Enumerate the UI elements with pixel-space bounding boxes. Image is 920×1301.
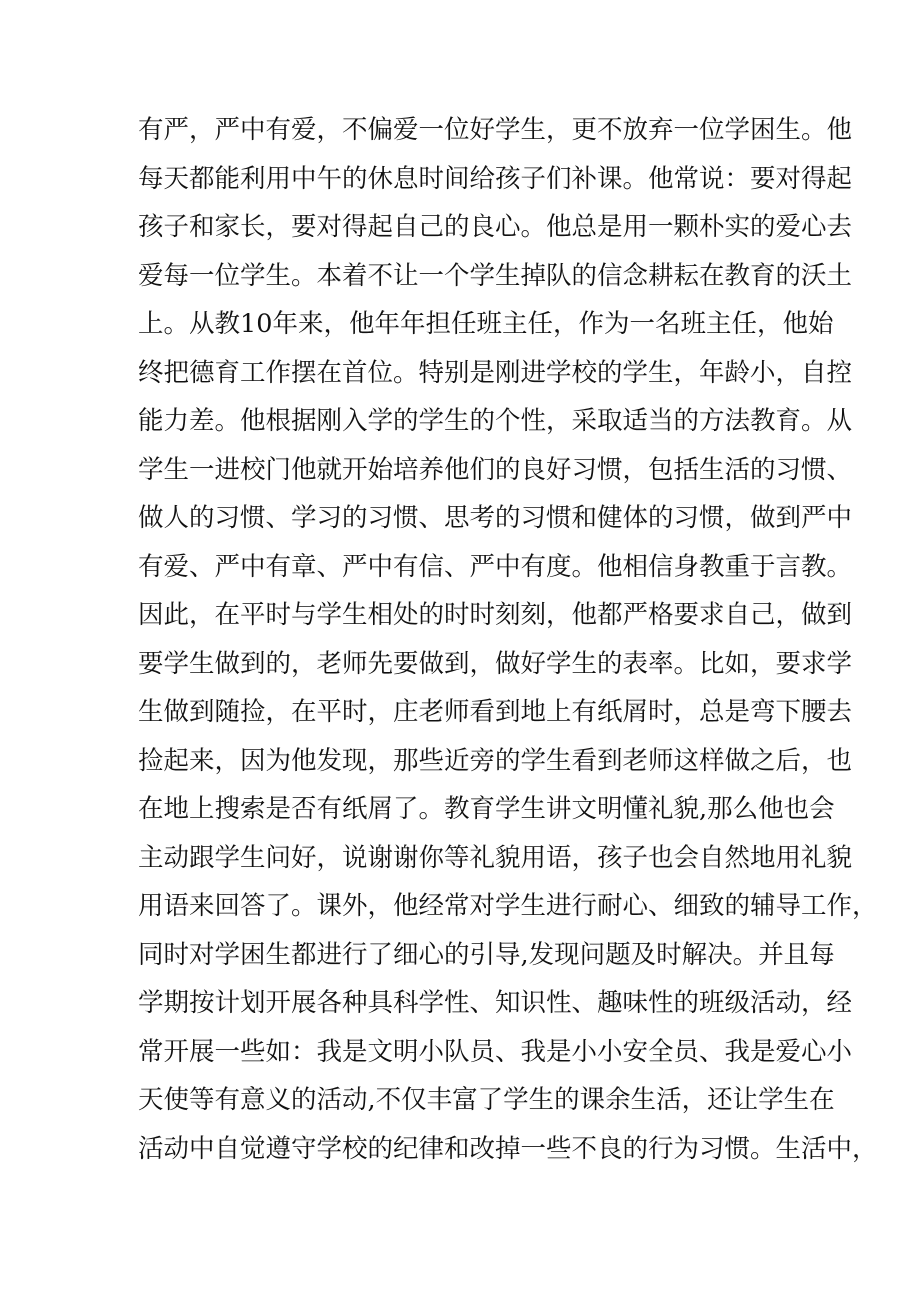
text-line: 活动中自觉遵守学校的纪律和改掉一些不良的行为习惯。生活中， [138, 1133, 878, 1164]
text-line: 上。从教10年来，他年年担任班主任，作为一名班主任，他始 [138, 309, 834, 339]
text-line: 能力差。他根据刚入学的学生的个性，采取适当的方法教育。从 [138, 406, 853, 436]
text-line: 终把德育工作摆在首位。特别是刚进学校的学生，年龄小，自控 [138, 357, 853, 388]
body-paragraph [138, 106, 878, 1173]
text-line: 捡起来，因为他发现，那些近旁的学生看到老师这样做之后，也 [138, 745, 853, 776]
text-line: 要学生做到的，老师先要做到，做好学生的表率。比如，要求学 [138, 648, 853, 679]
text-line: 孩子和家长，要对得起自己的良心。他总是用一颗朴实的爱心去 [138, 212, 853, 242]
text-line: 常开展一些如：我是文明小队员、我是小小安全员、我是爱心小 [138, 1036, 853, 1067]
text-line: 学生一进校门他就开始培养他们的良好习惯，包括生活的习惯、 [138, 454, 853, 485]
text-line: 因此，在平时与学生相处的时时刻刻，他都严格要求自己，做到 [138, 600, 853, 630]
text-line: 生做到随捡，在平时，庄老师看到地上有纸屑时，总是弯下腰去 [138, 697, 853, 727]
text-line: 有爱、严中有章、严中有信、严中有度。他相信身教重于言教。 [138, 551, 853, 582]
text-line: 学期按计划开展各种具科学性、知识性、趣味性的班级活动，经 [138, 988, 853, 1018]
text-line: 在地上搜索是否有纸屑了。教育学生讲文明懂礼貌,那么他也会 [138, 794, 835, 824]
text-line: 爱每一位学生。本着不让一个学生掉队的信念耕耘在教育的沃土 [138, 260, 853, 291]
text-line: 有严，严中有爱，不偏爱一位好学生，更不放弃一位学困生。他 [138, 115, 853, 145]
text-line: 同时对学困生都进行了细心的引导,发现问题及时解决。并且每 [138, 939, 835, 970]
text-line: 用语来回答了。课外，他经常对学生进行耐心、细致的辅导工作， [138, 891, 878, 921]
text-line: 做人的习惯、学习的习惯、思考的习惯和健体的习惯，做到严中 [138, 503, 853, 533]
text-line: 主动跟学生问好，说谢谢你等礼貌用语，孩子也会自然地用礼貌 [138, 842, 853, 873]
text-line: 每天都能利用中午的休息时间给孩子们补课。他常说：要对得起 [138, 163, 853, 194]
text-line: 天使等有意义的活动,不仅丰富了学生的课余生活，还让学生在 [138, 1085, 835, 1115]
